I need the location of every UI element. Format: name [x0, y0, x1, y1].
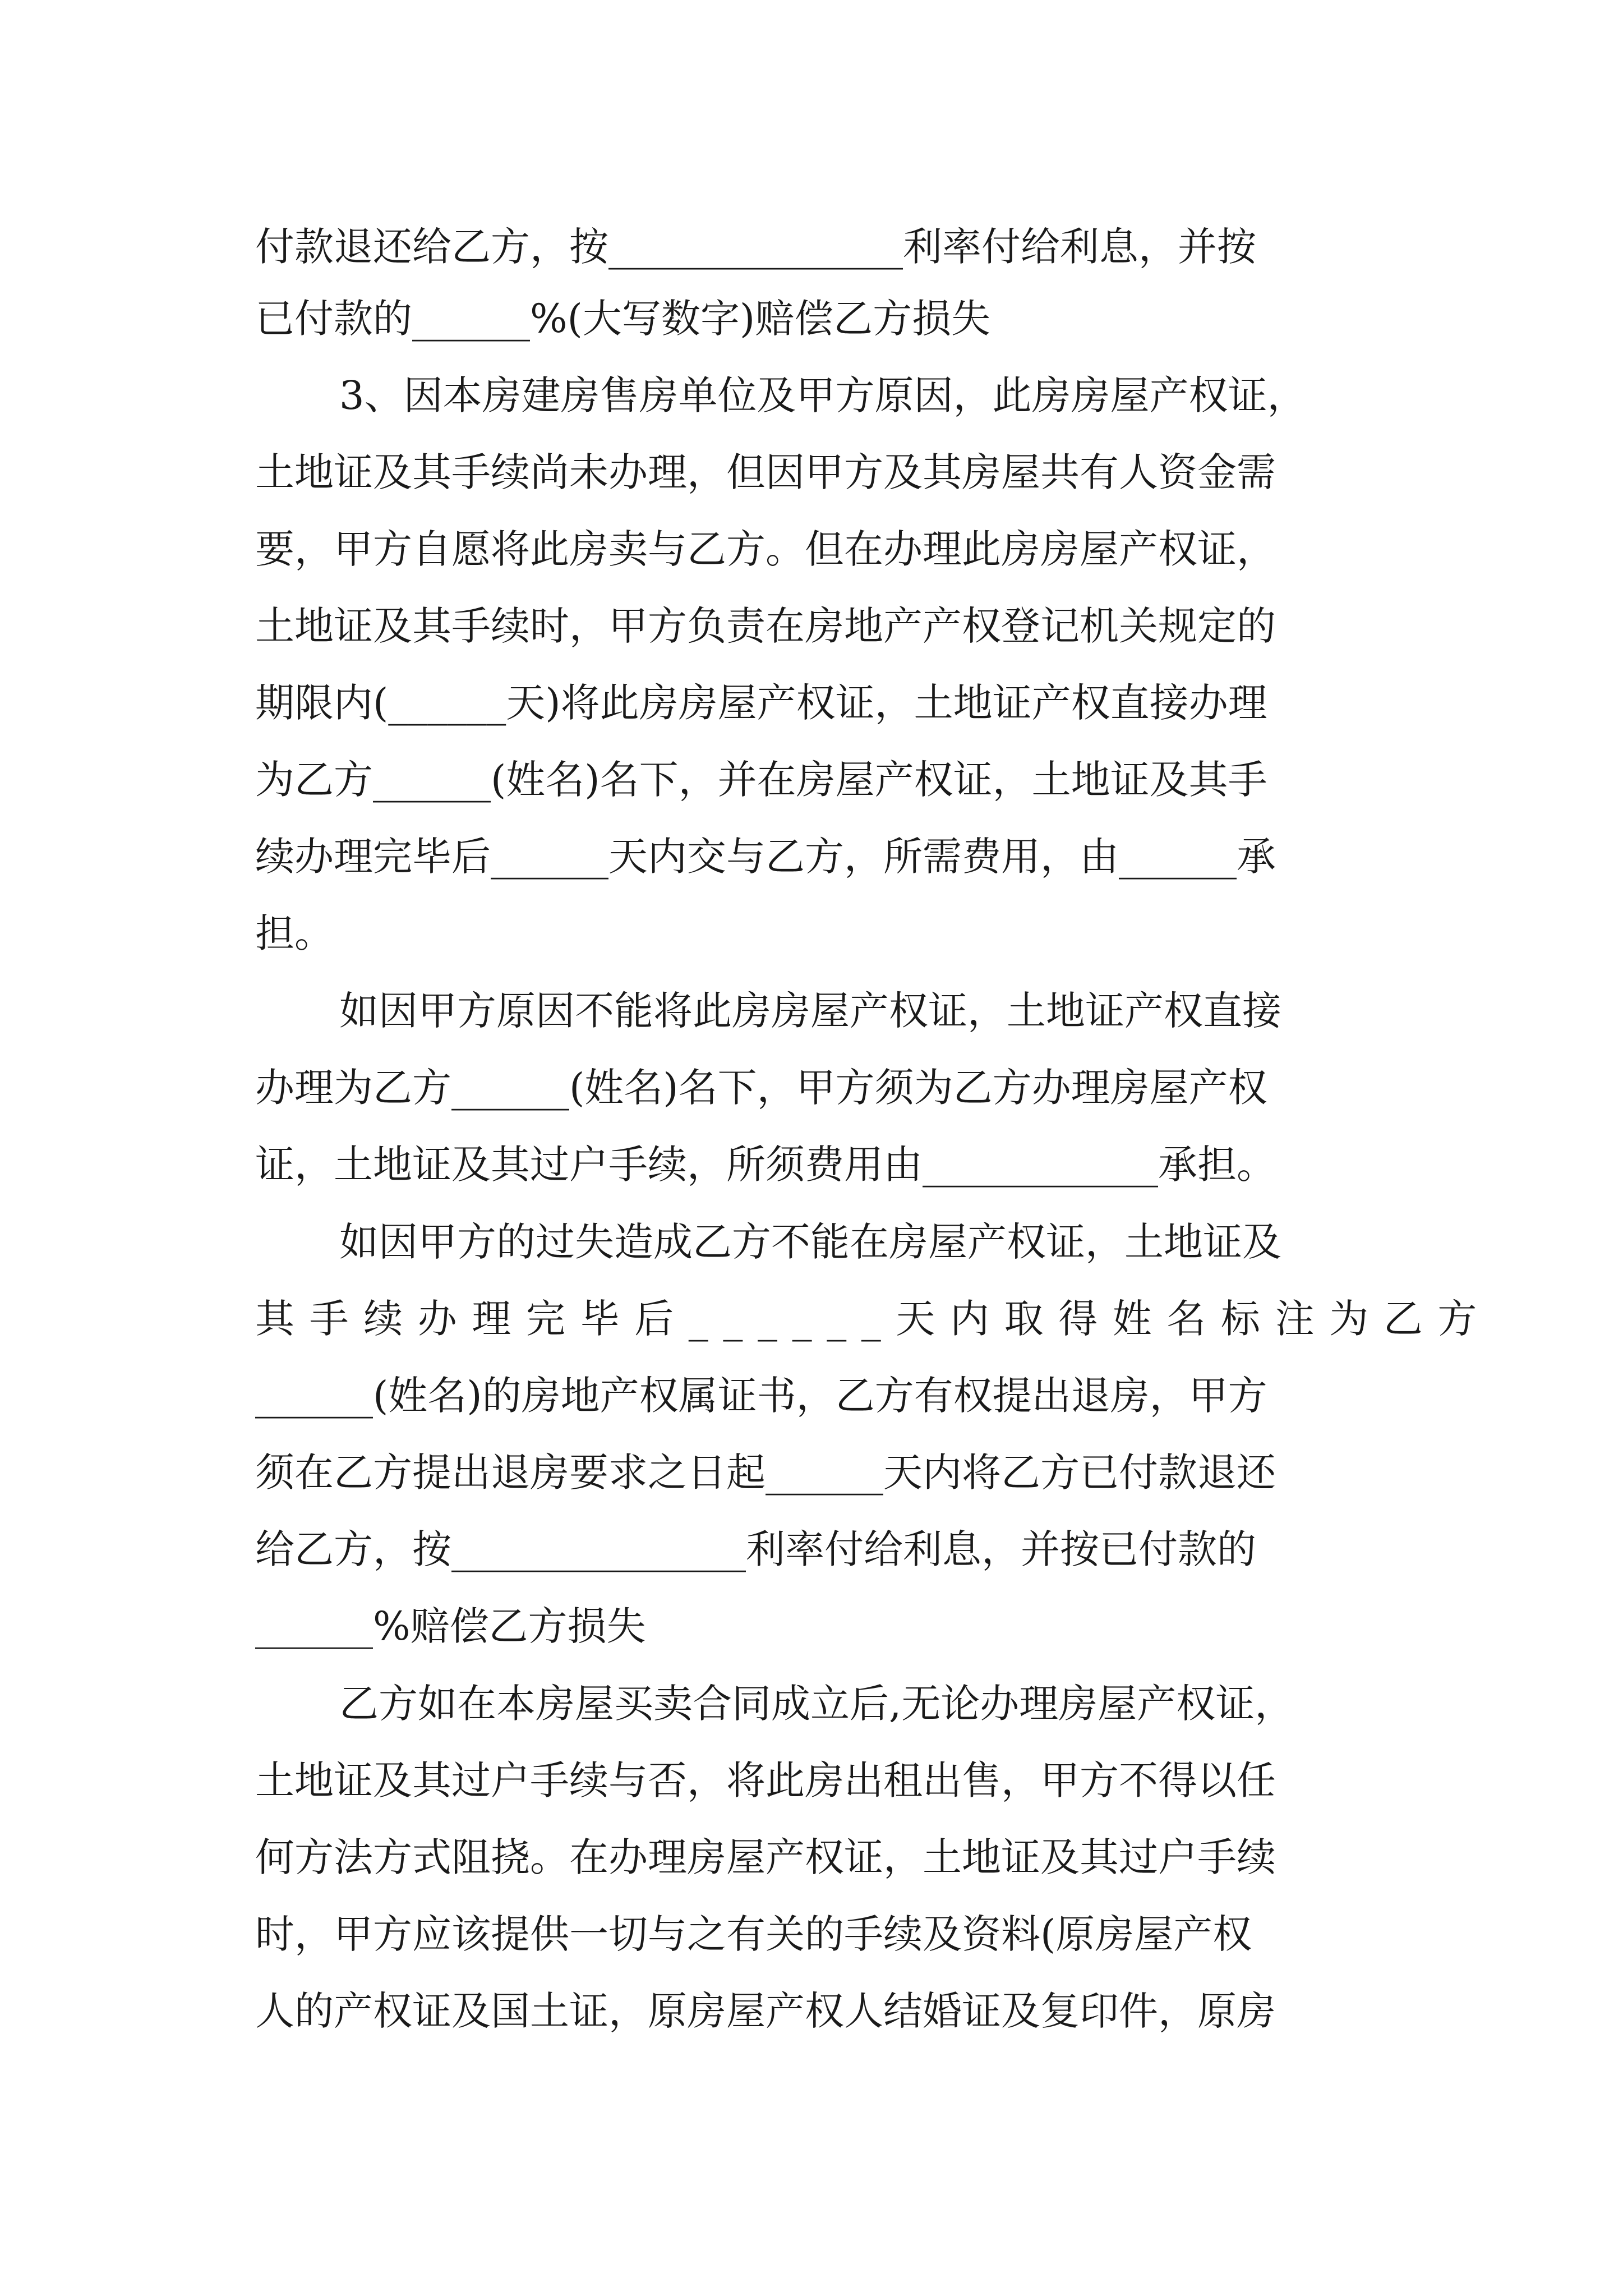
text-line-2: 已付款的______%(大写数字)赔偿乙方损失 — [255, 296, 991, 342]
text-line-11: 如因甲方原因不能将此房房屋产权证，土地证产权直接 — [339, 988, 1281, 1034]
text-line-4: 土地证及其手续尚未办理，但因甲方及其房屋共有人资金需 — [255, 449, 1276, 495]
text-line-13: 证，土地证及其过户手续，所须费用由____________承担。 — [255, 1142, 1276, 1188]
text-line-17: 须在乙方提出退房要求之日起______天内将乙方已付款退还 — [255, 1450, 1276, 1496]
text-line-20: 乙方如在本房屋买卖合同成立后,无论办理房屋产权证， — [339, 1681, 1294, 1727]
text-line-19: ______%赔偿乙方损失 — [255, 1603, 646, 1649]
text-line-1: 付款退还给乙方，按_______________利率付给利息，并按 — [255, 224, 1256, 270]
text-line-7: 期限内(______天)将此房房屋产权证，土地证产权直接办理 — [255, 680, 1267, 726]
text-line-15: 其手续办理完毕后______天内取得姓名标注为乙方 — [255, 1296, 1492, 1342]
text-line-8: 为乙方______(姓名)名下，并在房屋产权证，土地证及其手 — [255, 757, 1267, 803]
text-line-12: 办理为乙方______(姓名)名下，甲方须为乙方办理房屋产权 — [255, 1065, 1267, 1111]
text-line-16: ______(姓名)的房地产权属证书，乙方有权提出退房，甲方 — [255, 1373, 1267, 1419]
text-line-24: 人的产权证及国土证，原房屋产权人结婚证及复印件，原房 — [255, 1988, 1276, 2034]
text-line-10: 担。 — [255, 910, 334, 956]
text-line-9: 续办理完毕后______天内交与乙方，所需费用，由______承 — [255, 834, 1276, 880]
text-line-3: 3、因本房建房售房单位及甲方原因，此房房屋产权证， — [339, 372, 1307, 418]
text-line-23: 时，甲方应该提供一切与之有关的手续及资料(原房屋产权 — [255, 1911, 1252, 1957]
text-line-22: 何方法方式阻挠。在办理房屋产权证，土地证及其过户手续 — [255, 1834, 1276, 1880]
text-line-21: 土地证及其过户手续与否，将此房出租出售，甲方不得以任 — [255, 1757, 1276, 1803]
text-line-14: 如因甲方的过失造成乙方不能在房屋产权证，土地证及 — [339, 1219, 1281, 1265]
text-line-5: 要，甲方自愿将此房卖与乙方。但在办理此房房屋产权证， — [255, 526, 1276, 572]
text-line-18: 给乙方，按_______________利率付给利息，并按已付款的 — [255, 1526, 1256, 1572]
text-line-6: 土地证及其手续时，甲方负责在房地产产权登记机关规定的 — [255, 603, 1276, 649]
